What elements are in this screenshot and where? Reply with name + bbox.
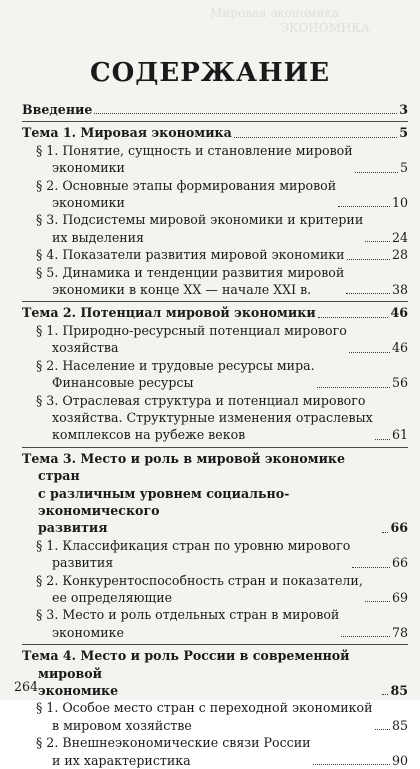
dot-leader — [382, 694, 388, 695]
toc-entry-page: 3 — [399, 102, 408, 117]
toc-entry-page: 5 — [399, 125, 408, 141]
dot-leader — [375, 729, 390, 730]
toc-entry-title: Тема 4. Место и роль России в современной мировой экономике — [22, 648, 350, 698]
dot-leader — [318, 317, 389, 318]
toc-entry-page: 38 — [391, 282, 408, 298]
toc-section-entry — [22, 734, 408, 769]
dot-leader — [375, 439, 390, 440]
toc-entry-page: 56 — [391, 375, 408, 391]
toc-entry-title: § 1. Классификация стран по уровню мирового развития — [36, 537, 351, 571]
toc-entry-page: 24 — [391, 229, 408, 245]
toc-section-entry — [22, 211, 408, 246]
toc-theme-entry — [22, 304, 408, 321]
toc-entry-title: Тема 1. Мировая экономика — [22, 125, 232, 141]
toc-section-entry — [22, 142, 408, 177]
dot-leader — [234, 137, 397, 138]
toc-entry-title: § 2. Внешнеэкономические связи России и их характеристика — [36, 735, 311, 768]
dot-leader — [355, 172, 398, 173]
toc-entry-page: 46 — [391, 340, 408, 356]
theme-separator — [22, 447, 408, 448]
toc-section-entry — [22, 537, 408, 572]
toc-theme-entry — [22, 124, 408, 141]
toc-entry-page: 46 — [390, 305, 408, 321]
toc-section-entry — [22, 699, 408, 734]
toc-entry-title: § 3. Подсистемы мировой экономики и критерии их выделения — [36, 212, 364, 245]
toc-entry-page: 69 — [391, 589, 408, 605]
toc-entry-page: 10 — [391, 195, 408, 211]
toc-entry-page: 5 — [399, 160, 408, 176]
dot-leader — [346, 293, 390, 294]
dot-leader — [341, 636, 390, 637]
toc-entry-page: 66 — [391, 555, 408, 571]
toc-section-entry — [22, 177, 408, 212]
dot-leader — [94, 113, 397, 114]
toc-entry-title: § 2. Конкурентоспособность стран и показатели, ее определяющие — [36, 572, 363, 605]
toc-section-entry — [22, 264, 408, 299]
dot-leader — [313, 764, 390, 765]
toc-entry-title: § 3. Отраслевая структура и потенциал мирового хозяйства. Структурные изменения отраслевых комплексов на рубеже веков — [36, 392, 373, 443]
toc-entry-page: 66 — [390, 520, 408, 536]
page-number: 264 — [14, 679, 39, 694]
toc-section-entry — [22, 322, 408, 357]
theme-separator — [22, 121, 408, 122]
toc-entry-title: § 4. Показатели развития мировой экономики — [36, 247, 345, 263]
toc-entry-page: 28 — [391, 247, 408, 263]
toc-intro-entry — [22, 101, 408, 118]
dot-leader — [338, 206, 390, 207]
toc-entry-title: § 1. Особое место стран с переходной экономикой в мировом хозяйстве — [36, 700, 373, 733]
toc-entry-title: § 2. Основные этапы формирования мировой экономики — [36, 177, 337, 211]
dot-leader — [347, 259, 390, 260]
toc-section-entry — [22, 357, 408, 392]
dot-leader — [352, 567, 390, 568]
toc-entry-title: § 5. Динамика и тенденции развития мировой экономики в конце XX — начале XXI в. — [36, 264, 345, 298]
bleed-line: ЭКОНОМИКА — [280, 21, 370, 35]
toc-entry-title: Введение — [22, 102, 93, 117]
dot-leader — [382, 532, 388, 533]
toc-theme-entry — [22, 450, 408, 537]
toc-entry-page: 90 — [391, 752, 408, 768]
toc-entry-page: 85 — [390, 683, 408, 698]
toc-entry-page: 61 — [391, 427, 408, 443]
toc-entry-title: Тема 3. Место и роль в мировой экономике стран с различным уровнем социально-экономического развития — [22, 450, 346, 536]
toc-section-entry — [22, 572, 408, 607]
toc-entry-title: § 1. Природно-ресурсный потенциал мирового хозяйства — [36, 322, 347, 356]
dot-leader — [365, 601, 390, 602]
toc-entry-page: 78 — [391, 624, 408, 640]
table-of-contents — [22, 101, 408, 769]
toc-entry-title: § 2. Население и трудовые ресурсы мира. Финансовые ресурсы — [36, 357, 315, 391]
toc-section-entry — [22, 392, 408, 444]
toc-section-entry — [22, 606, 408, 641]
toc-entry-title: § 3. Место и роль отдельных стран в мировой экономике — [36, 607, 340, 640]
theme-separator — [22, 301, 408, 302]
toc-entry-title: § 1. Понятие, сущность и становление мировой экономики — [36, 142, 353, 176]
bleed-line: Мировая экономика — [210, 6, 340, 20]
theme-separator — [22, 644, 408, 645]
toc-section-entry — [22, 246, 408, 263]
page-title: СОДЕРЖАНИЕ — [89, 58, 331, 88]
dot-leader — [365, 241, 390, 242]
dot-leader — [317, 387, 390, 388]
dot-leader — [349, 352, 390, 353]
toc-theme-entry — [22, 647, 408, 699]
toc-entry-title: Тема 2. Потенциал мировой экономики — [22, 305, 316, 321]
toc-entry-page: 85 — [391, 717, 408, 733]
